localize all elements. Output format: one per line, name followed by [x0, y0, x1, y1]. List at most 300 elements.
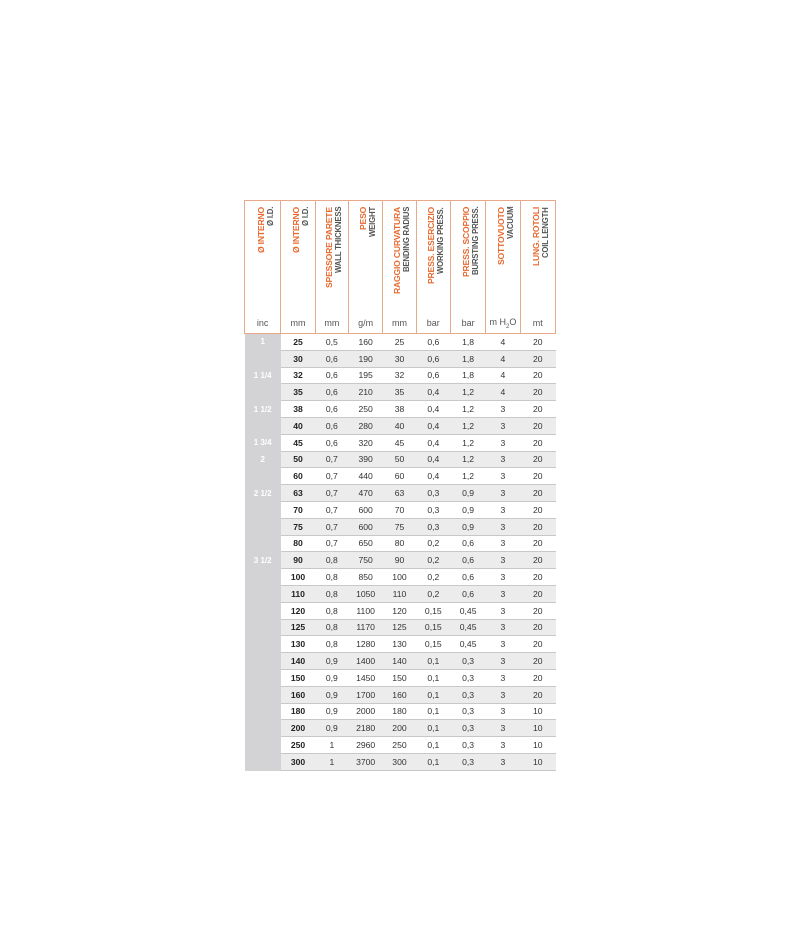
- vacuum-cell: 3: [486, 535, 520, 552]
- inch-cell: 1 1/4: [245, 367, 281, 384]
- working-pressure-cell: 0,2: [416, 552, 450, 569]
- header-inner-diameter-inch: [245, 201, 281, 314]
- weight-cell: 250: [348, 401, 382, 418]
- coil-length-cell: 20: [520, 602, 555, 619]
- wall-thickness-cell: 1: [315, 753, 348, 770]
- inch-cell: [245, 535, 281, 552]
- unit-row: [245, 313, 556, 334]
- unit-vacuum-sub: 2: [506, 323, 510, 330]
- table-row: [245, 501, 556, 518]
- wall-thickness-cell: 0,9: [315, 703, 348, 720]
- bursting-pressure-cell: 1,2: [450, 401, 485, 418]
- unit-bursting-bar: bar: [450, 313, 485, 334]
- inch-cell: [245, 350, 281, 367]
- bursting-pressure-cell: 0,6: [450, 585, 485, 602]
- working-pressure-cell: 0,1: [416, 686, 450, 703]
- mm-cell: 63: [281, 485, 315, 502]
- wall-thickness-cell: 0,7: [315, 501, 348, 518]
- mm-cell: 80: [281, 535, 315, 552]
- bursting-pressure-cell: 1,2: [450, 451, 485, 468]
- weight-cell: 850: [348, 569, 382, 586]
- unit-bend-mm: mm: [383, 313, 416, 334]
- mm-cell: 75: [281, 518, 315, 535]
- weight-cell: 390: [348, 451, 382, 468]
- unit-wall-mm: mm: [315, 313, 348, 334]
- working-pressure-cell: 0,3: [416, 518, 450, 535]
- weight-cell: 2960: [348, 737, 382, 754]
- bursting-pressure-cell: 0,3: [450, 669, 485, 686]
- bursting-pressure-cell: 0,9: [450, 501, 485, 518]
- table-row: [245, 367, 556, 384]
- working-pressure-cell: 0,4: [416, 384, 450, 401]
- table-row: [245, 384, 556, 401]
- working-pressure-cell: 0,1: [416, 653, 450, 670]
- vacuum-cell: 3: [486, 669, 520, 686]
- unit-weight: g/m: [348, 313, 382, 334]
- inch-cell: 1: [245, 334, 281, 351]
- mm-cell: 40: [281, 417, 315, 434]
- working-pressure-cell: 0,4: [416, 401, 450, 418]
- header-label-it: RAGGIO CURVATURA: [391, 207, 402, 295]
- bursting-pressure-cell: 0,3: [450, 720, 485, 737]
- inch-cell: [245, 653, 281, 670]
- weight-cell: 280: [348, 417, 382, 434]
- vacuum-cell: 3: [486, 434, 520, 451]
- vacuum-cell: 3: [486, 552, 520, 569]
- working-pressure-cell: 0,1: [416, 669, 450, 686]
- header-label-en: WEIGHT: [368, 207, 378, 237]
- vacuum-cell: 3: [486, 585, 520, 602]
- wall-thickness-cell: 0,7: [315, 485, 348, 502]
- unit-inch: inc: [245, 313, 281, 334]
- mm-cell: 100: [281, 569, 315, 586]
- table-row: [245, 552, 556, 569]
- table-row: [245, 703, 556, 720]
- mm-cell: 45: [281, 434, 315, 451]
- vacuum-cell: 3: [486, 720, 520, 737]
- bending-radius-cell: 200: [383, 720, 416, 737]
- bending-radius-cell: 120: [383, 602, 416, 619]
- coil-length-cell: 20: [520, 334, 555, 351]
- bending-radius-cell: 63: [383, 485, 416, 502]
- header-bending-radius: [383, 201, 416, 314]
- header-label-en: BURSTING PRESS.: [471, 207, 481, 276]
- bending-radius-cell: 32: [383, 367, 416, 384]
- mm-cell: 25: [281, 334, 315, 351]
- header-label-it: Ø INTERNO: [256, 207, 267, 253]
- weight-cell: 3700: [348, 753, 382, 770]
- inch-cell: [245, 501, 281, 518]
- mm-cell: 70: [281, 501, 315, 518]
- mm-cell: 32: [281, 367, 315, 384]
- bursting-pressure-cell: 1,2: [450, 434, 485, 451]
- coil-length-cell: 20: [520, 417, 555, 434]
- vacuum-cell: 4: [486, 334, 520, 351]
- working-pressure-cell: 0,2: [416, 569, 450, 586]
- vacuum-cell: 4: [486, 350, 520, 367]
- header-bursting-pressure: [450, 201, 485, 314]
- bending-radius-cell: 110: [383, 585, 416, 602]
- inch-cell: [245, 686, 281, 703]
- coil-length-cell: 20: [520, 669, 555, 686]
- table-row: [245, 518, 556, 535]
- mm-cell: 50: [281, 451, 315, 468]
- working-pressure-cell: 0,4: [416, 417, 450, 434]
- inch-cell: [245, 737, 281, 754]
- weight-cell: 320: [348, 434, 382, 451]
- working-pressure-cell: 0,15: [416, 636, 450, 653]
- wall-thickness-cell: 0,6: [315, 417, 348, 434]
- mm-cell: 125: [281, 619, 315, 636]
- coil-length-cell: 10: [520, 720, 555, 737]
- inch-cell: 1 1/2: [245, 401, 281, 418]
- bursting-pressure-cell: 0,6: [450, 535, 485, 552]
- header-label-it: PRESS. ESERCIZIO: [425, 207, 436, 285]
- bursting-pressure-cell: 1,2: [450, 417, 485, 434]
- inch-cell: 3 1/2: [245, 552, 281, 569]
- inch-cell: [245, 669, 281, 686]
- inch-cell: [245, 384, 281, 401]
- mm-cell: 250: [281, 737, 315, 754]
- table-row: [245, 720, 556, 737]
- vacuum-cell: 3: [486, 468, 520, 485]
- coil-length-cell: 20: [520, 552, 555, 569]
- bending-radius-cell: 150: [383, 669, 416, 686]
- unit-coil: mt: [520, 313, 555, 334]
- table-row: [245, 350, 556, 367]
- weight-cell: 600: [348, 518, 382, 535]
- coil-length-cell: 20: [520, 501, 555, 518]
- weight-cell: 1170: [348, 619, 382, 636]
- wall-thickness-cell: 0,8: [315, 552, 348, 569]
- table-row: [245, 686, 556, 703]
- coil-length-cell: 10: [520, 737, 555, 754]
- wall-thickness-cell: 0,6: [315, 350, 348, 367]
- vacuum-cell: 3: [486, 703, 520, 720]
- bending-radius-cell: 50: [383, 451, 416, 468]
- vacuum-cell: 3: [486, 569, 520, 586]
- table-row: [245, 669, 556, 686]
- bending-radius-cell: 45: [383, 434, 416, 451]
- inch-cell: [245, 753, 281, 770]
- wall-thickness-cell: 0,5: [315, 334, 348, 351]
- bursting-pressure-cell: 0,3: [450, 686, 485, 703]
- weight-cell: 440: [348, 468, 382, 485]
- weight-cell: 1700: [348, 686, 382, 703]
- wall-thickness-cell: 0,9: [315, 720, 348, 737]
- weight-cell: 1450: [348, 669, 382, 686]
- bending-radius-cell: 90: [383, 552, 416, 569]
- mm-cell: 160: [281, 686, 315, 703]
- weight-cell: 1050: [348, 585, 382, 602]
- mm-cell: 35: [281, 384, 315, 401]
- header-label-en: COIL LENGTH: [541, 207, 550, 258]
- header-label-it: SOTTOVUOTO: [495, 207, 506, 265]
- mm-cell: 90: [281, 552, 315, 569]
- bending-radius-cell: 30: [383, 350, 416, 367]
- mm-cell: 180: [281, 703, 315, 720]
- header-inner-diameter-mm: [281, 201, 315, 314]
- header-label-en: Ø I.D.: [266, 207, 276, 227]
- bending-radius-cell: 70: [383, 501, 416, 518]
- vacuum-cell: 4: [486, 367, 520, 384]
- wall-thickness-cell: 0,8: [315, 602, 348, 619]
- wall-thickness-cell: 0,8: [315, 585, 348, 602]
- wall-thickness-cell: 0,7: [315, 535, 348, 552]
- weight-cell: 1400: [348, 653, 382, 670]
- table-row: [245, 753, 556, 770]
- bursting-pressure-cell: 1,8: [450, 350, 485, 367]
- mm-cell: 120: [281, 602, 315, 619]
- unit-working-bar: bar: [416, 313, 450, 334]
- mm-cell: 110: [281, 585, 315, 602]
- unit-vacuum: [486, 313, 520, 334]
- inch-cell: [245, 569, 281, 586]
- inch-cell: [245, 720, 281, 737]
- coil-length-cell: 20: [520, 619, 555, 636]
- working-pressure-cell: 0,1: [416, 737, 450, 754]
- bending-radius-cell: 35: [383, 384, 416, 401]
- bursting-pressure-cell: 0,9: [450, 518, 485, 535]
- bursting-pressure-cell: 1,2: [450, 468, 485, 485]
- working-pressure-cell: 0,3: [416, 485, 450, 502]
- vacuum-cell: 3: [486, 737, 520, 754]
- table-row: [245, 585, 556, 602]
- working-pressure-cell: 0,6: [416, 350, 450, 367]
- working-pressure-cell: 0,1: [416, 720, 450, 737]
- coil-length-cell: 20: [520, 367, 555, 384]
- working-pressure-cell: 0,2: [416, 585, 450, 602]
- table-row: [245, 401, 556, 418]
- table-row: [245, 417, 556, 434]
- mm-cell: 200: [281, 720, 315, 737]
- coil-length-cell: 10: [520, 703, 555, 720]
- table-row: [245, 653, 556, 670]
- weight-cell: 210: [348, 384, 382, 401]
- bending-radius-cell: 140: [383, 653, 416, 670]
- coil-length-cell: 20: [520, 518, 555, 535]
- inch-cell: [245, 585, 281, 602]
- bending-radius-cell: 180: [383, 703, 416, 720]
- bending-radius-cell: 75: [383, 518, 416, 535]
- unit-mm: mm: [281, 313, 315, 334]
- header-label-en: Ø I.D.: [300, 207, 310, 227]
- column-header-row: [245, 201, 556, 314]
- vacuum-cell: 3: [486, 686, 520, 703]
- wall-thickness-cell: 0,8: [315, 569, 348, 586]
- working-pressure-cell: 0,2: [416, 535, 450, 552]
- unit-vacuum-main: m H: [489, 316, 507, 327]
- coil-length-cell: 20: [520, 384, 555, 401]
- coil-length-cell: 20: [520, 653, 555, 670]
- bending-radius-cell: 130: [383, 636, 416, 653]
- coil-length-cell: 20: [520, 535, 555, 552]
- vacuum-cell: 3: [486, 401, 520, 418]
- table-row: [245, 569, 556, 586]
- coil-length-cell: 20: [520, 485, 555, 502]
- header-coil-length: [520, 201, 555, 314]
- weight-cell: 470: [348, 485, 382, 502]
- vacuum-cell: 3: [486, 653, 520, 670]
- coil-length-cell: 10: [520, 753, 555, 770]
- working-pressure-cell: 0,15: [416, 602, 450, 619]
- inch-cell: 2 1/2: [245, 485, 281, 502]
- coil-length-cell: 20: [520, 468, 555, 485]
- coil-length-cell: 20: [520, 585, 555, 602]
- header-label-it: LUNG. ROTOLI: [531, 207, 541, 267]
- weight-cell: 1100: [348, 602, 382, 619]
- header-label-it: PESO: [358, 207, 369, 231]
- wall-thickness-cell: 0,6: [315, 384, 348, 401]
- wall-thickness-cell: 0,7: [315, 518, 348, 535]
- bending-radius-cell: 80: [383, 535, 416, 552]
- bursting-pressure-cell: 1,2: [450, 384, 485, 401]
- working-pressure-cell: 0,6: [416, 334, 450, 351]
- inch-cell: [245, 636, 281, 653]
- bursting-pressure-cell: 0,6: [450, 552, 485, 569]
- wall-thickness-cell: 0,6: [315, 367, 348, 384]
- bursting-pressure-cell: 0,3: [450, 753, 485, 770]
- header-label-en: WALL THICKNESS: [333, 207, 343, 274]
- wall-thickness-cell: 0,6: [315, 401, 348, 418]
- hose-spec-table: [244, 200, 556, 771]
- bending-radius-cell: 160: [383, 686, 416, 703]
- header-label-it: Ø INTERNO: [290, 207, 301, 253]
- header-label-en: VACUUM: [505, 207, 515, 240]
- bending-radius-cell: 250: [383, 737, 416, 754]
- weight-cell: 650: [348, 535, 382, 552]
- table-row: [245, 602, 556, 619]
- mm-cell: 60: [281, 468, 315, 485]
- inch-cell: [245, 468, 281, 485]
- bending-radius-cell: 40: [383, 417, 416, 434]
- coil-length-cell: 20: [520, 401, 555, 418]
- header-label-en: BENDING RADIUS: [401, 207, 411, 273]
- vacuum-cell: 3: [486, 417, 520, 434]
- working-pressure-cell: 0,6: [416, 367, 450, 384]
- bursting-pressure-cell: 1,8: [450, 367, 485, 384]
- header-label-en: WORKING PRESS.: [435, 207, 445, 274]
- table-row: [245, 468, 556, 485]
- bending-radius-cell: 60: [383, 468, 416, 485]
- bursting-pressure-cell: 0,3: [450, 653, 485, 670]
- weight-cell: 190: [348, 350, 382, 367]
- weight-cell: 195: [348, 367, 382, 384]
- vacuum-cell: 3: [486, 619, 520, 636]
- mm-cell: 30: [281, 350, 315, 367]
- bursting-pressure-cell: 0,9: [450, 485, 485, 502]
- bursting-pressure-cell: 0,6: [450, 569, 485, 586]
- working-pressure-cell: 0,4: [416, 434, 450, 451]
- inch-cell: [245, 619, 281, 636]
- wall-thickness-cell: 0,9: [315, 686, 348, 703]
- header-working-pressure: [416, 201, 450, 314]
- coil-length-cell: 20: [520, 451, 555, 468]
- mm-cell: 300: [281, 753, 315, 770]
- weight-cell: 2000: [348, 703, 382, 720]
- vacuum-cell: 3: [486, 602, 520, 619]
- weight-cell: 160: [348, 334, 382, 351]
- table-row: [245, 434, 556, 451]
- wall-thickness-cell: 0,8: [315, 636, 348, 653]
- vacuum-cell: 3: [486, 518, 520, 535]
- wall-thickness-cell: 1: [315, 737, 348, 754]
- coil-length-cell: 20: [520, 350, 555, 367]
- header-wall-thickness: [315, 201, 348, 314]
- mm-cell: 150: [281, 669, 315, 686]
- header-vacuum: [486, 201, 520, 314]
- coil-length-cell: 20: [520, 636, 555, 653]
- header-label-it: PRESS. SCOPPIO: [461, 207, 472, 278]
- mm-cell: 38: [281, 401, 315, 418]
- wall-thickness-cell: 0,8: [315, 619, 348, 636]
- weight-cell: 1280: [348, 636, 382, 653]
- bending-radius-cell: 38: [383, 401, 416, 418]
- working-pressure-cell: 0,4: [416, 451, 450, 468]
- table-row: [245, 485, 556, 502]
- bursting-pressure-cell: 0,3: [450, 737, 485, 754]
- table-row: [245, 535, 556, 552]
- vacuum-cell: 3: [486, 753, 520, 770]
- bursting-pressure-cell: 0,3: [450, 703, 485, 720]
- working-pressure-cell: 0,3: [416, 501, 450, 518]
- mm-cell: 130: [281, 636, 315, 653]
- table-row: [245, 334, 556, 351]
- weight-cell: 2180: [348, 720, 382, 737]
- vacuum-cell: 3: [486, 451, 520, 468]
- bending-radius-cell: 100: [383, 569, 416, 586]
- mm-cell: 140: [281, 653, 315, 670]
- working-pressure-cell: 0,1: [416, 703, 450, 720]
- wall-thickness-cell: 0,6: [315, 434, 348, 451]
- inch-cell: [245, 703, 281, 720]
- bending-radius-cell: 300: [383, 753, 416, 770]
- bursting-pressure-cell: 1,8: [450, 334, 485, 351]
- vacuum-cell: 3: [486, 636, 520, 653]
- bending-radius-cell: 25: [383, 334, 416, 351]
- header-weight: [348, 201, 382, 314]
- inch-cell: 1 3/4: [245, 434, 281, 451]
- wall-thickness-cell: 0,9: [315, 653, 348, 670]
- inch-cell: 2: [245, 451, 281, 468]
- weight-cell: 600: [348, 501, 382, 518]
- wall-thickness-cell: 0,7: [315, 451, 348, 468]
- vacuum-cell: 4: [486, 384, 520, 401]
- bursting-pressure-cell: 0,45: [450, 602, 485, 619]
- header-label-it: SPESSORE PARETE: [323, 207, 334, 288]
- table-row: [245, 451, 556, 468]
- coil-length-cell: 20: [520, 569, 555, 586]
- coil-length-cell: 20: [520, 434, 555, 451]
- table-row: [245, 636, 556, 653]
- bending-radius-cell: 125: [383, 619, 416, 636]
- wall-thickness-cell: 0,9: [315, 669, 348, 686]
- table-row: [245, 737, 556, 754]
- coil-length-cell: 20: [520, 686, 555, 703]
- vacuum-cell: 3: [486, 485, 520, 502]
- unit-vacuum-tail: O: [509, 316, 517, 327]
- inch-cell: [245, 518, 281, 535]
- weight-cell: 750: [348, 552, 382, 569]
- working-pressure-cell: 0,4: [416, 468, 450, 485]
- table-row: [245, 619, 556, 636]
- wall-thickness-cell: 0,7: [315, 468, 348, 485]
- spec-table-body: [245, 334, 556, 771]
- inch-cell: [245, 602, 281, 619]
- vacuum-cell: 3: [486, 501, 520, 518]
- working-pressure-cell: 0,15: [416, 619, 450, 636]
- inch-cell: [245, 417, 281, 434]
